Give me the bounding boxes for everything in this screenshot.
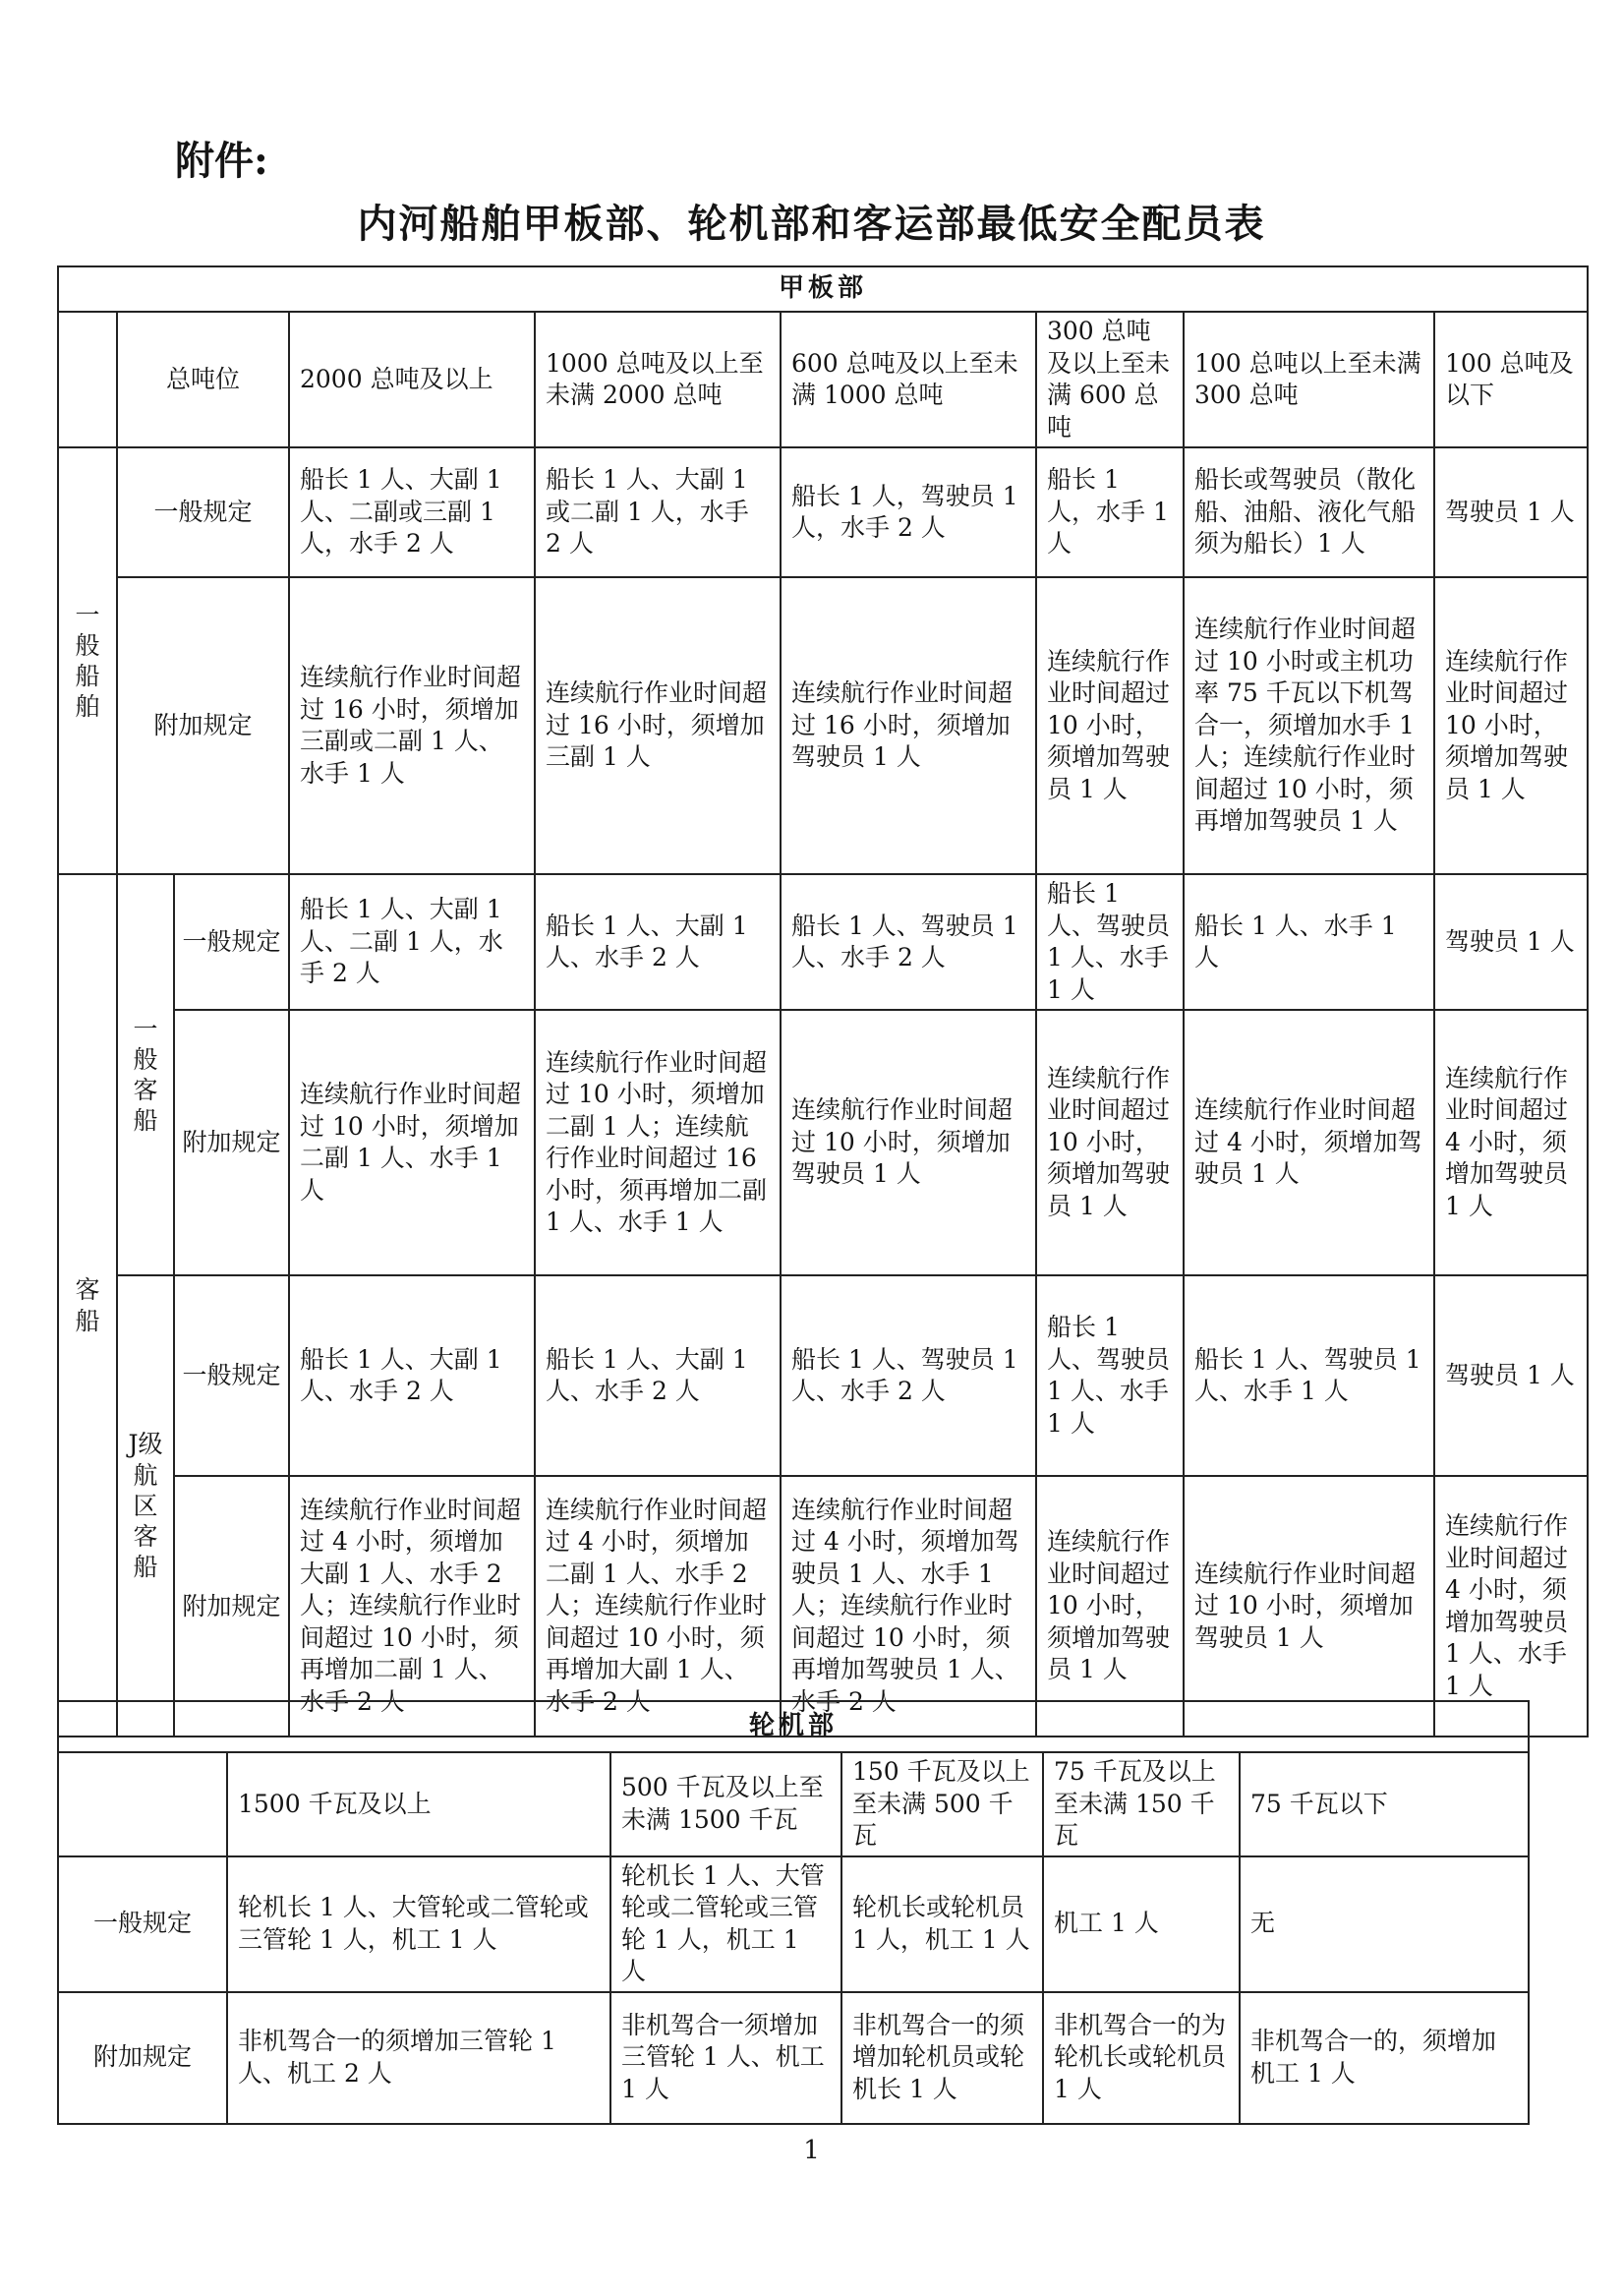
table-cell: 船长 1 人、驾驶员 1 人、水手 1 人 [1184,1275,1434,1476]
table-cell: 船长 1 人、水手 1 人 [1184,874,1434,1010]
table-cell: 连续航行作业时间超过 4 小时，须增加驾驶员 1 人、水手 1 人；连续航行作业时间超过 10 小时，须再增加驾驶员 1 人、水手 2 人 [781,1476,1036,1737]
engine-section-title: 轮机部 [58,1701,1529,1752]
table-cell: 连续航行作业时间超过 10 小时或主机功率 75 千瓦以下机驾合一，须增加水手 1 人；连续航行作业时间超过 10 小时，须再增加驾驶员 1 人 [1184,577,1434,874]
table-cell: 连续航行作业时间超过 10 小时，须增加驾驶员 1 人 [1434,577,1588,874]
row-label-general: 一般规定 [58,1856,227,1992]
row-label-additional: 附加规定 [174,1010,289,1275]
table-cell: 驾驶员 1 人 [1434,874,1588,1010]
table-cell: 非机驾合一的，须增加机工 1 人 [1240,1992,1529,2124]
table-cell: 无 [1240,1856,1529,1992]
table-cell: 机工 1 人 [1043,1856,1240,1992]
table-cell: 连续航行作业时间超过 10 小时，须增加驾驶员 1 人 [1036,1010,1184,1275]
column-header: 75 千瓦以下 [1240,1752,1529,1856]
table-cell: 连续航行作业时间超过 4 小时，须增加驾驶员 1 人 [1184,1010,1434,1275]
table-cell: 船长 1 人、驾驶员 1 人、水手 2 人 [781,1275,1036,1476]
page-number: 1 [803,2136,820,2165]
table-cell: 驾驶员 1 人 [1434,447,1588,577]
column-header: 100 总吨及以下 [1434,312,1588,447]
row-label-general: 一般规定 [174,1275,289,1476]
table-cell: 连续航行作业时间超过 4 小时，须增加二副 1 人、水手 2 人；连续航行作业时间超过 10 小时，须再增加大副 1 人、水手 2 人 [535,1476,781,1737]
table-cell: 轮机长 1 人、大管轮或二管轮或三管轮 1 人，机工 1 人 [610,1856,841,1992]
engine-department-table [57,1700,1530,2125]
attachment-label: 附件: [175,138,268,184]
table-cell: 非机驾合一须增加三管轮 1 人、机工 1 人 [610,1992,841,2124]
table-cell: 船长 1 人，水手 1 人 [1036,447,1184,577]
table-cell: 连续航行作业时间超过 16 小时，须增加三副 1 人 [535,577,781,874]
table-cell: 船长或驾驶员（散化船、油船、液化气船须为船长）1 人 [1184,447,1434,577]
table-cell: 非机驾合一的须增加轮机员或轮机长 1 人 [841,1992,1043,2124]
general-ship-label: 一般船舶 [58,447,117,874]
column-header: 1500 千瓦及以上 [227,1752,610,1856]
table-cell: 连续航行作业时间超过 10 小时，须增加二副 1 人、水手 1 人 [289,1010,535,1275]
row-label-general: 一般规定 [174,874,289,1010]
table-cell: 连续航行作业时间超过 4 小时，须增加驾驶员 1 人 [1434,1010,1588,1275]
row-label-additional: 附加规定 [117,577,289,874]
general-passenger-ship-label: 一般客船 [117,874,174,1275]
column-header: 75 千瓦及以上至未满 150 千瓦 [1043,1752,1240,1856]
row-label-additional: 附加规定 [58,1992,227,2124]
table-cell: 船长 1 人、大副 1 人、二副或三副 1 人，水手 2 人 [289,447,535,577]
j-class-passenger-ship-label: J级航区客船 [117,1275,174,1737]
table-cell: 船长 1 人、大副 1 人、水手 2 人 [535,874,781,1010]
table-cell: 轮机长或轮机员 1 人，机工 1 人 [841,1856,1043,1992]
table-cell: 连续航行作业时间超过 10 小时，须增加驾驶员 1 人 [1036,577,1184,874]
table-cell: 连续航行作业时间超过 10 小时，须增加驾驶员 1 人 [1184,1476,1434,1737]
deck-section-title: 甲板部 [58,266,1588,312]
table-cell: 连续航行作业时间超过 10 小时，须增加驾驶员 1 人 [1036,1476,1184,1737]
table-cell: 船长 1 人、驾驶员 1 人、水手 2 人 [781,874,1036,1010]
column-header: 1000 总吨及以上至未满 2000 总吨 [535,312,781,447]
column-header: 150 千瓦及以上至未满 500 千瓦 [841,1752,1043,1856]
column-header: 300 总吨及以上至未满 600 总吨 [1036,312,1184,447]
corner-cell [58,1752,227,1856]
column-header: 600 总吨及以上至未满 1000 总吨 [781,312,1036,447]
tonnage-label: 总吨位 [117,312,289,447]
table-cell: 非机驾合一的须增加三管轮 1 人、机工 2 人 [227,1992,610,2124]
table-cell: 船长 1 人、大副 1 人、二副 1 人，水手 2 人 [289,874,535,1010]
table-cell: 船长 1 人、驾驶员 1 人、水手 1 人 [1036,874,1184,1010]
table-cell: 轮机长 1 人、大管轮或二管轮或三管轮 1 人，机工 1 人 [227,1856,610,1992]
deck-department-table [57,265,1589,1737]
column-header: 2000 总吨及以上 [289,312,535,447]
table-cell: 连续航行作业时间超过 16 小时，须增加三副或二副 1 人、水手 1 人 [289,577,535,874]
table-cell: 连续航行作业时间超过 4 小时，须增加大副 1 人、水手 2 人；连续航行作业时间超过 10 小时，须再增加二副 1 人、水手 2 人 [289,1476,535,1737]
table-cell: 连续航行作业时间超过 16 小时，须增加驾驶员 1 人 [781,577,1036,874]
row-label-general: 一般规定 [117,447,289,577]
table-cell: 非机驾合一的为轮机长或轮机员 1 人 [1043,1992,1240,2124]
table-cell: 船长 1 人，驾驶员 1 人，水手 2 人 [781,447,1036,577]
table-cell: 连续航行作业时间超过 10 小时，须增加驾驶员 1 人 [781,1010,1036,1275]
column-header: 500 千瓦及以上至未满 1500 千瓦 [610,1752,841,1856]
row-label-additional: 附加规定 [174,1476,289,1737]
passenger-ship-label: 客船 [58,874,117,1737]
table-cell: 船长 1 人、大副 1 或二副 1 人，水手 2 人 [535,447,781,577]
table-cell: 船长 1 人、大副 1 人、水手 2 人 [289,1275,535,1476]
table-cell: 驾驶员 1 人 [1434,1275,1588,1476]
table-cell: 连续航行作业时间超过 4 小时，须增加驾驶员 1 人、水手 1 人 [1434,1476,1588,1737]
table-cell: 船长 1 人、大副 1 人、水手 2 人 [535,1275,781,1476]
document-title: 内河船舶甲板部、轮机部和客运部最低安全配员表 [357,201,1266,247]
corner-cell [58,312,117,447]
column-header: 100 总吨以上至未满 300 总吨 [1184,312,1434,447]
table-cell: 连续航行作业时间超过 10 小时，须增加二副 1 人；连续航行作业时间超过 16 小时，须再增加二副 1 人、水手 1 人 [535,1010,781,1275]
table-cell: 船长 1 人、驾驶员 1 人、水手 1 人 [1036,1275,1184,1476]
